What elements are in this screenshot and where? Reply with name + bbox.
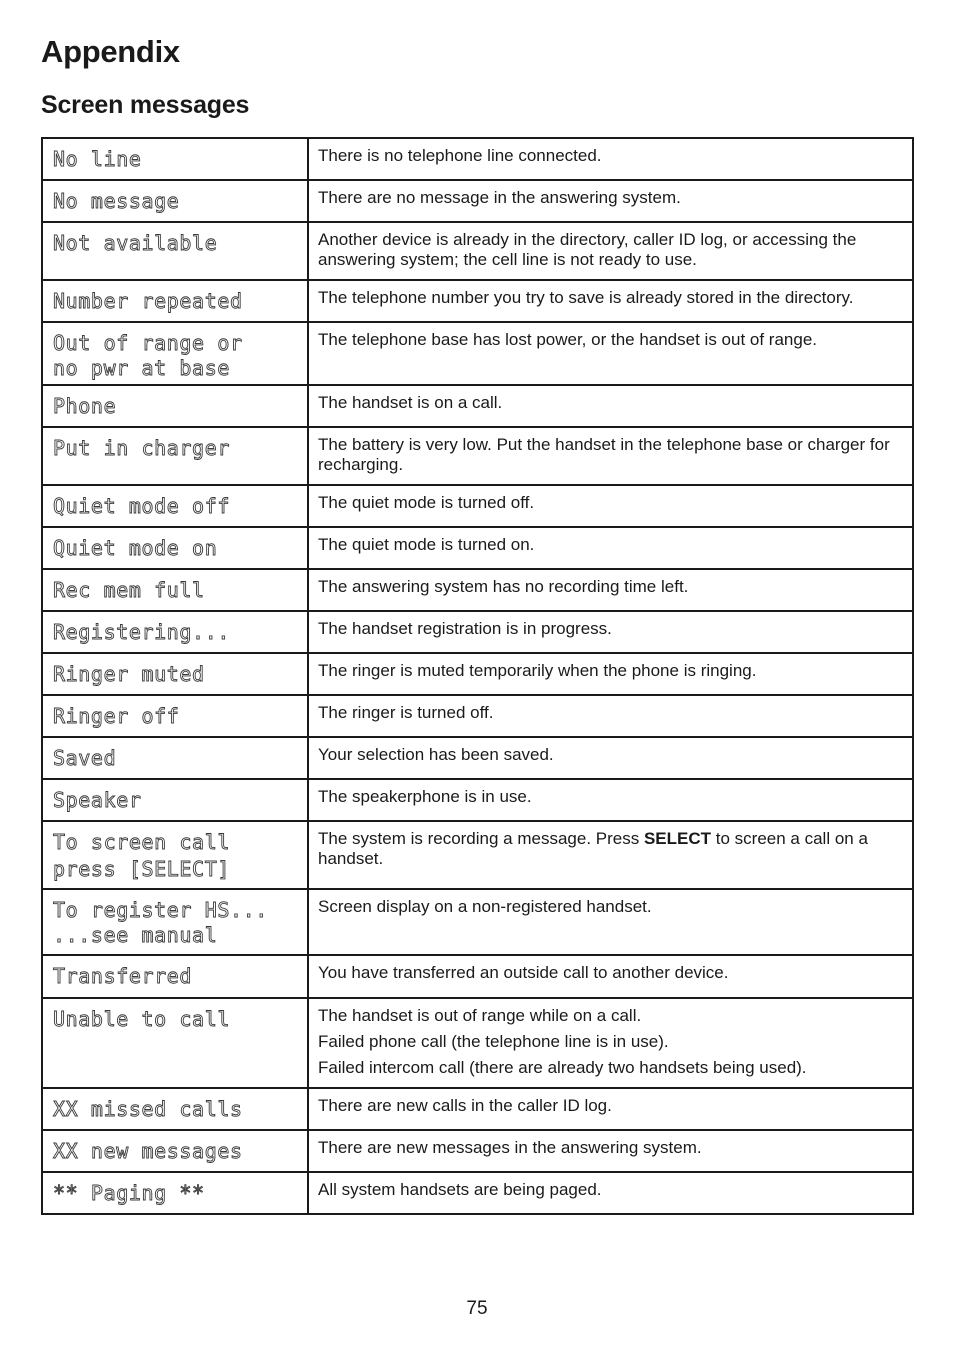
page-heading: Appendix — [41, 34, 180, 69]
message-description — [308, 322, 913, 385]
display-line: Saved — [53, 746, 117, 770]
message-row — [42, 1130, 913, 1172]
screen-display-text — [42, 653, 308, 695]
description-line: The battery is very low. Put the handset in the telephone base or charger for recharging. — [318, 435, 890, 474]
display-line: Speaker — [53, 788, 142, 812]
description-line: The telephone base has lost power, or the handset is out of range. — [318, 330, 818, 349]
message-description — [308, 1088, 913, 1130]
description-line: The telephone number you try to save is already stored in the directory. — [318, 288, 854, 307]
display-line: Out of range or — [53, 331, 243, 355]
message-description — [308, 485, 913, 527]
message-row — [42, 611, 913, 653]
message-description — [308, 955, 913, 998]
screen-display-text — [42, 222, 308, 280]
screen-display-text — [42, 1130, 308, 1172]
description-line: The handset is on a call. — [318, 393, 503, 412]
description-line: There is no telephone line connected. — [318, 146, 602, 165]
screen-display-text — [42, 322, 308, 385]
display-line: No message — [53, 189, 180, 213]
screen-display-text — [42, 280, 308, 322]
message-description — [308, 527, 913, 569]
description-line: There are new calls in the caller ID log. — [318, 1096, 612, 1115]
description-line: The speakerphone is in use. — [318, 787, 532, 806]
screen-messages-table-body — [42, 138, 913, 1214]
message-description — [308, 611, 913, 653]
key-name: SELECT — [643, 829, 712, 848]
message-description — [308, 1172, 913, 1214]
message-description — [308, 1130, 913, 1172]
description-line: All system handsets are being paged. — [318, 1180, 602, 1199]
screen-display-text — [42, 737, 308, 779]
description-line: The ringer is turned off. — [318, 703, 494, 722]
message-row — [42, 280, 913, 322]
screen-display-text — [42, 485, 308, 527]
screen-display-text — [42, 569, 308, 611]
message-row — [42, 138, 913, 180]
message-description — [308, 821, 913, 889]
display-line: Unable to call — [53, 1007, 230, 1031]
display-line: To screen call — [53, 830, 230, 854]
description-line: Screen display on a non-registered handset. — [318, 897, 652, 916]
display-line: Registering... — [53, 620, 230, 644]
description-line: The quiet mode is turned on. — [318, 535, 535, 554]
description-line: Failed intercom call (there are already two handsets being used). — [318, 1058, 807, 1077]
display-line: Transferred — [53, 964, 193, 988]
message-description — [308, 889, 913, 955]
screen-display-text — [42, 427, 308, 485]
screen-display-text — [42, 385, 308, 427]
screen-display-text — [42, 1172, 308, 1214]
message-row — [42, 737, 913, 779]
message-description — [308, 737, 913, 779]
screen-display-text — [42, 611, 308, 653]
display-line: ** Paging ** — [53, 1181, 205, 1205]
message-description — [308, 427, 913, 485]
screen-display-text — [42, 527, 308, 569]
description-text: The system is recording a message. Press — [318, 829, 644, 848]
message-description — [308, 180, 913, 222]
display-line: Put in charger — [53, 436, 230, 460]
description-line: The answering system has no recording time left. — [318, 577, 689, 596]
display-line: press [SELECT] — [53, 857, 230, 881]
screen-display-text — [42, 779, 308, 821]
description-line: Another device is already in the directory, caller ID log, or accessing the answering system; the cell line is not ready to use. — [318, 230, 857, 269]
description-line: There are new messages in the answering system. — [318, 1138, 702, 1157]
message-row — [42, 653, 913, 695]
display-line: Ringer muted — [53, 662, 205, 686]
message-description — [308, 138, 913, 180]
display-line: Not available — [53, 231, 218, 255]
display-line: To register HS... — [53, 898, 268, 922]
description-line: The handset is out of range while on a call. — [318, 1006, 642, 1025]
message-row — [42, 222, 913, 280]
message-row — [42, 527, 913, 569]
message-row — [42, 821, 913, 889]
screen-display-text — [42, 889, 308, 955]
screen-display-text — [42, 1088, 308, 1130]
screen-messages-table — [41, 137, 914, 1215]
message-row — [42, 322, 913, 385]
display-line: Quiet mode on — [53, 536, 218, 560]
screen-display-text — [42, 180, 308, 222]
description-line: The handset registration is in progress. — [318, 619, 612, 638]
message-row — [42, 695, 913, 737]
message-description — [308, 779, 913, 821]
message-description — [308, 385, 913, 427]
message-description — [308, 653, 913, 695]
display-line: Rec mem full — [53, 578, 205, 602]
message-row — [42, 180, 913, 222]
section-heading: Screen messages — [41, 91, 250, 119]
display-line: XX missed calls — [53, 1097, 243, 1121]
screen-display-text — [42, 998, 308, 1088]
message-description — [308, 695, 913, 737]
message-row — [42, 779, 913, 821]
message-description — [308, 998, 913, 1088]
screen-display-text — [42, 138, 308, 180]
message-row — [42, 998, 913, 1088]
message-row — [42, 889, 913, 955]
description-line: Your selection has been saved. — [318, 745, 554, 764]
display-line: no pwr at base — [53, 356, 230, 380]
message-row — [42, 1172, 913, 1214]
screen-display-text — [42, 955, 308, 998]
display-line: XX new messages — [53, 1139, 243, 1163]
description-line: Failed phone call (the telephone line is in use). — [318, 1032, 669, 1051]
page-number: 75 — [466, 1298, 488, 1319]
message-row — [42, 955, 913, 998]
description-text: to screen a call on a handset. — [318, 829, 868, 868]
display-line: Ringer off — [53, 704, 180, 728]
description-line: The quiet mode is turned off. — [318, 493, 535, 512]
description-line: You have transferred an outside call to another device. — [318, 963, 729, 982]
description-line: The ringer is muted temporarily when the phone is ringing. — [318, 661, 757, 680]
description-line: There are no message in the answering system. — [318, 188, 681, 207]
display-line: No line — [53, 147, 142, 171]
message-description — [308, 569, 913, 611]
message-row — [42, 427, 913, 485]
display-line: Number repeated — [53, 289, 243, 313]
message-row — [42, 385, 913, 427]
message-row — [42, 485, 913, 527]
display-line: ...see manual — [53, 923, 218, 947]
message-description — [308, 222, 913, 280]
display-line: Phone — [53, 394, 117, 418]
message-row — [42, 1088, 913, 1130]
message-description — [308, 280, 913, 322]
display-line: Quiet mode off — [53, 494, 230, 518]
screen-display-text — [42, 821, 308, 889]
message-row — [42, 569, 913, 611]
screen-display-text — [42, 695, 308, 737]
